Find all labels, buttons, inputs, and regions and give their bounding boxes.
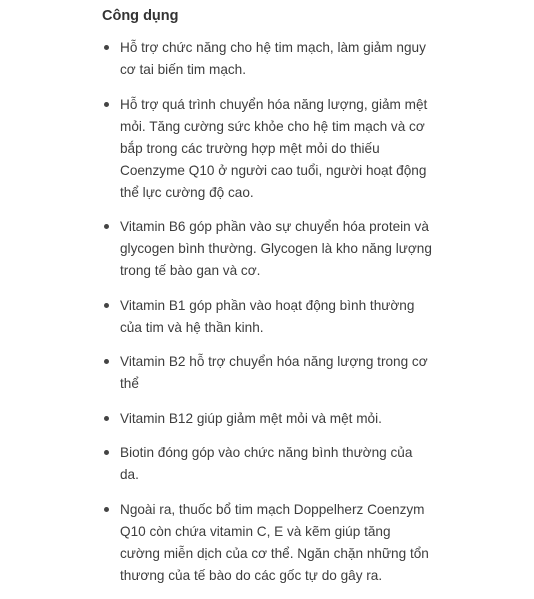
list-item [102,94,432,204]
bullet-icon [104,359,109,364]
list-item-text: Vitamin B1 góp phần vào hoạt động bình thường của tim và hệ thần kinh. [120,297,415,335]
list-item [102,408,432,430]
list-item [102,351,432,395]
list-item-text: Vitamin B6 góp phần vào sự chuyển hóa protein và glycogen bình thường. Glycogen là kho năng lượng trong tế bào gan và cơ. [120,219,432,278]
list-item-text: Vitamin B12 giúp giảm mệt mỏi và mệt mỏi. [120,410,382,426]
list-item [102,499,432,587]
list-item [102,295,432,339]
list-item-text: Hỗ trợ quá trình chuyển hóa năng lượng, giảm mệt mỏi. Tăng cường sức khỏe cho hệ tim mạch và cơ bắp trong các trường hợp mệt mỏi do thiếu Coenzyme Q10 ở người cao tuổi, người hoạt động thể lực cường độ cao. [120,96,428,200]
list-item [102,216,432,282]
bullet-icon [104,507,109,512]
bullet-icon [104,45,109,50]
list-item-text: Vitamin B2 hỗ trợ chuyển hóa năng lượng trong cơ thể [120,354,428,391]
list-item-text: Biotin đóng góp vào chức năng bình thường của da. [120,445,413,482]
bullet-icon [104,224,109,229]
section-title: Công dụng [102,8,179,24]
benefits-section [102,6,432,599]
list-item [102,37,432,81]
list-item-text: Ngoài ra, thuốc bổ tim mạch Doppelherz Coenzym Q10 còn chứa vitamin C, E và kẽm giúp tăng cường miễn dịch của cơ thể. Ngăn chặn những tổn thương của tế bào do các gốc tự do gây ra. [120,501,429,583]
benefits-list [102,37,432,587]
list-item [102,442,432,486]
bullet-icon [104,102,109,107]
bullet-icon [104,416,109,421]
list-item-text: Hỗ trợ chức năng cho hệ tim mạch, làm giảm nguy cơ tai biến tim mạch. [120,40,426,77]
bullet-icon [104,303,109,308]
bullet-icon [104,450,109,455]
